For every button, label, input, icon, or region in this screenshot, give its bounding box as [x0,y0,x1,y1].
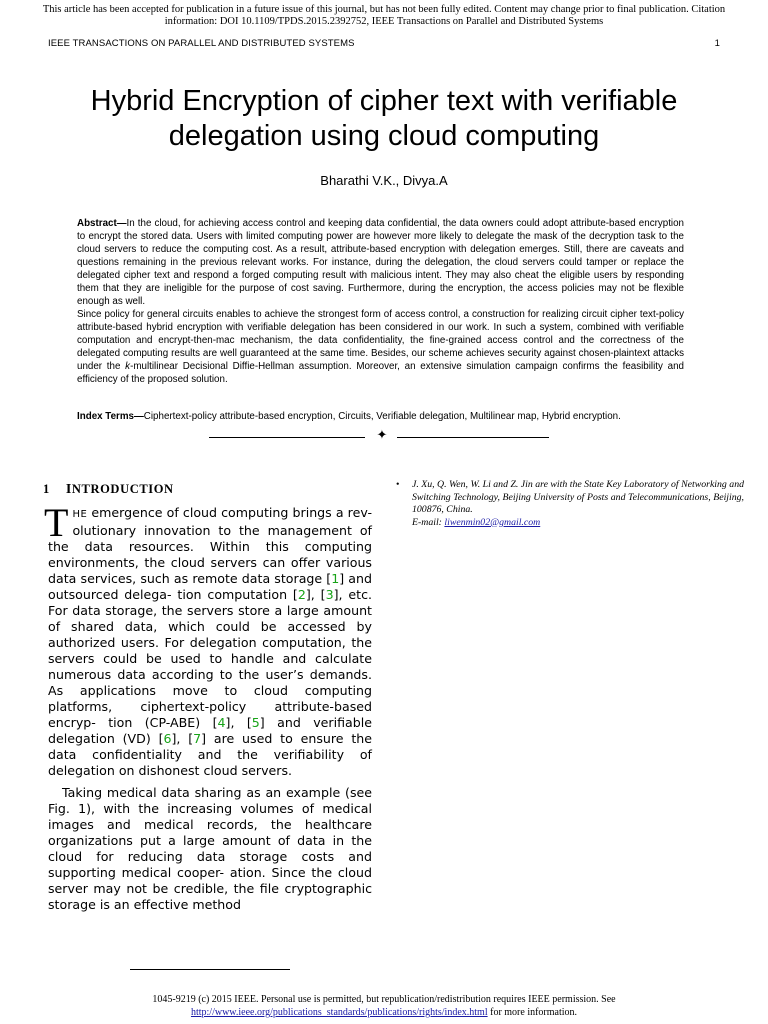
copyright-footer [20,993,748,1019]
body-column-left [44,500,372,913]
abstract-paragraph-1 [77,217,684,308]
section-title-initial: I [65,482,72,497]
publication-notice-line2: information: DOI 10.1109/TPDS.2015.2392752, IEEE Transactions on Parallel and Distributed Systems [164,16,604,27]
body-text: ], [ [225,715,252,730]
divider-line-left [209,437,365,438]
abstract-text-1: In the cloud, for achieving access control and keeping data confidential, the data owners could adopt attribute-based encryption to encrypt the stored data. Users with limited computing power are however more likely to delegate the mask of the decryption task to the cloud servers to reduce the computing cost. As a result, attribute-based encryption with delegation emerges. Still, there are caveats and questions remaining in the previous relevant works. For instance, during the delegation, the cloud servers could tamper or replace the delegated cipher text and respond a forged computing result with malicious intent. They may also cheat the eligible users by responding them that they are ineligible for the purpose of cost saving. Furthermore, during the encryption, the access policies may not be flexible enough as well. [77,218,684,307]
paper-title [40,84,728,154]
body-text: ] and verifiable delegation (VD) [ [48,715,372,746]
body-text: ] and outsourced delega- tion computation [ [48,571,372,602]
abstract [77,217,684,386]
section-divider [209,426,559,446]
index-terms-dash: — [134,411,144,422]
paper-title-line2: delegation using cloud computing [168,120,600,152]
copyright-link-line [20,1006,748,1019]
abstract-paragraph-2 [77,308,684,386]
abstract-dash: — [116,218,127,229]
citation-link[interactable]: 3 [325,587,334,602]
index-terms-label: Index Terms [77,411,134,422]
index-terms [77,410,684,423]
bullet-icon: • [396,479,400,490]
citation-link[interactable]: 1 [331,571,340,586]
author-list: Bharathi V.K., Divya.A [320,173,448,188]
page-number: 1 [714,38,720,49]
divider-star-icon: ✦ [376,428,388,443]
citation-link[interactable]: 5 [251,715,260,730]
abstract-label: Abstract [77,218,117,229]
footnote-rule [130,969,290,970]
citation-link[interactable]: 4 [217,715,226,730]
author-affiliation-footnote [396,479,744,529]
citation-link[interactable]: 6 [163,731,172,746]
copyright-tail: for more information. [487,1007,578,1018]
section-title-rest: NTRODUCTION [71,482,174,496]
abstract-text-2a: Since policy for general circuits enables to achieve the strongest form of access control, a construction for realizing circuit cipher text-policy attribute-based hybrid encryption with verifiable delegation has been considered in our work. In such a system, combined with verifiable computation and encrypt-then-mac mechanism, the data confidentiality, the fine-grained access control and the correctness of the delegated computing results are well guaranteed at the same time. Besides, our scheme achieves security against chosen-plaintext attacks under the [77,309,684,372]
body-text: ] are used to ensure the data confidentiality and the verifiability of delegation on dishonest cloud servers. [48,731,372,778]
body-paragraph-1 [44,500,372,779]
section-number: 1 [43,482,50,496]
paper-title-line1: Hybrid Encryption of cipher text with verifiable [90,85,678,117]
email-link[interactable]: liwenmin02@gmail.com [444,516,541,528]
opening-small-caps: HE [72,509,88,520]
running-head [48,38,720,49]
body-text: ], [ [171,731,194,746]
ieee-rights-link[interactable]: http://www.ieee.org/publications_standards/publications/rights/index.html [190,1007,488,1018]
citation-link[interactable]: 2 [297,587,306,602]
publication-notice-line1: This article has been accepted for publication in a future issue of this journal, but has not been fully edited. Content may change prior to final publication. Citation [42,4,726,15]
affiliation-text [412,479,744,529]
journal-name: IEEE TRANSACTIONS ON PARALLEL AND DISTRIBUTED SYSTEMS [48,38,355,49]
body-text: emergence of cloud computing brings a rev- olutionary innovation to the management of the data resources. Within this computing environments, the cloud servers can offer various data services, such as remote data storage [ [48,505,372,586]
abstract-text-2b: -multilinear Decisional Diffie-Hellman assumption. Moreover, an extensive simulation campaign confirms the feasibility and efficiency of the proposed solution. [77,361,684,385]
body-text: ], etc. For data storage, the servers store a large amount of shared data, which could be accessed by authorized users. For delegation computation, the servers could be used to handle and calculate numerous data according to the user’s demands. As applications move to cloud computing platforms, ciphertext-policy attribute-based encryp- tion (CP-ABE) [ [48,587,372,730]
abstract-k-variable: k [125,361,131,372]
divider-line-right [397,437,549,438]
body-paragraph-2: Taking medical data sharing as an example (see Fig. 1), with the increasing volumes of medical images and medical records, the healthcare organizations put a large amount of data in the cloud for reducing data storage costs and supporting medical cooper- ation. Since the cloud server may not be credible, the file cryptographic storage is an effective method [48,785,372,912]
index-terms-text: Ciphertext-policy attribute-based encryption, Circuits, Verifiable delegation, Multilinear map, Hybrid encryption. [143,411,621,422]
publication-notice [20,4,748,28]
citation-link[interactable]: 7 [193,731,202,746]
email-label: E-mail: [412,516,445,528]
body-text: ], [ [305,587,326,602]
copyright-line: 1045-9219 (c) 2015 IEEE. Personal use is permitted, but republication/redistribution requires IEEE permission. See [152,994,616,1005]
section-heading [43,482,174,498]
drop-cap: T [44,500,69,545]
affiliation-body: J. Xu, Q. Wen, W. Li and Z. Jin are with the State Key Laboratory of Networking and Switching Technology, Beijing University of Posts and Telecommunications, Beijing, 100876, China. [412,479,744,515]
